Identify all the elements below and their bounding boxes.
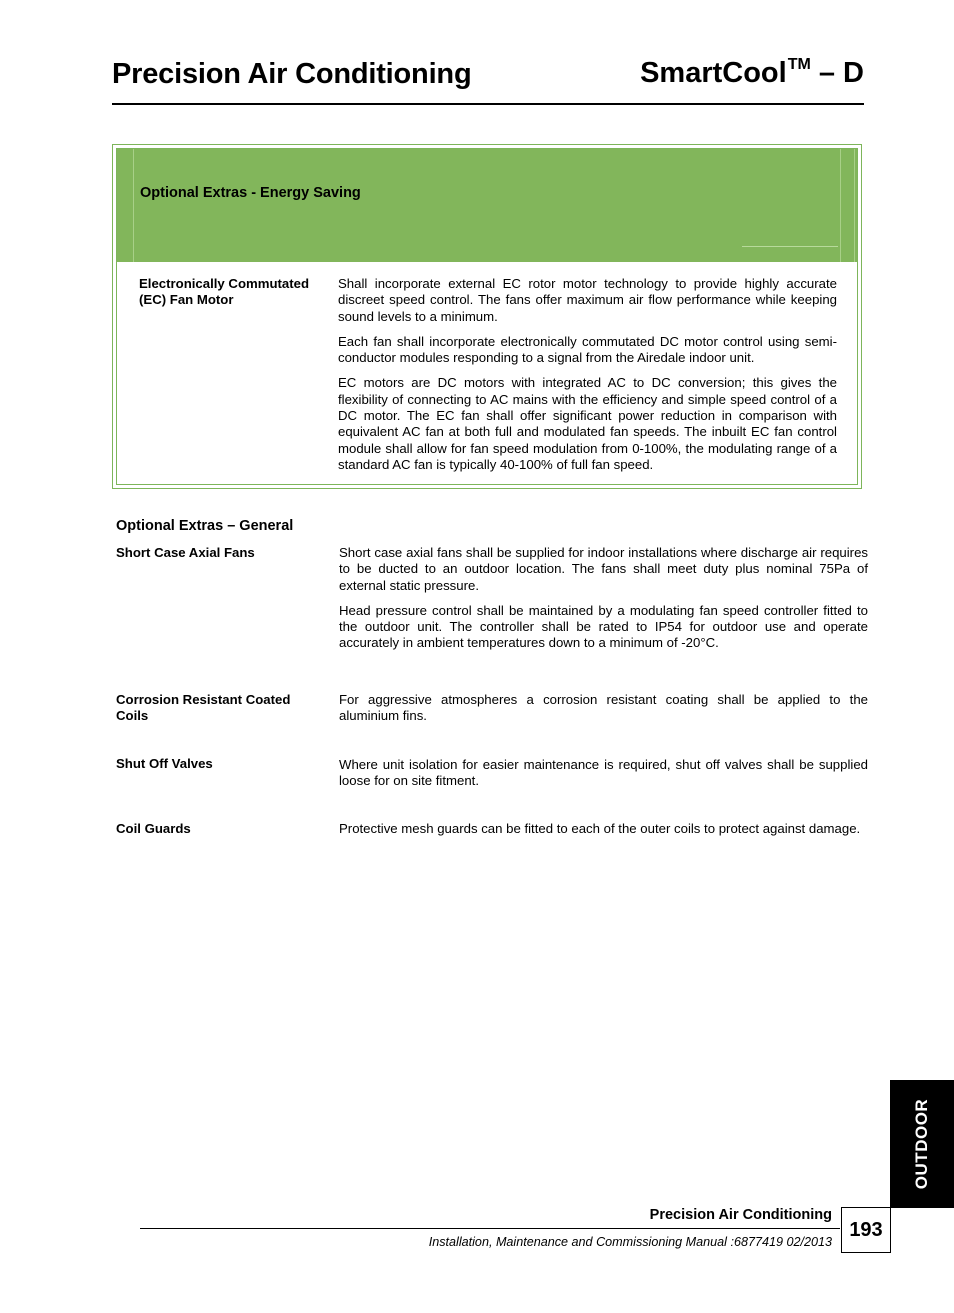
paragraph: EC motors are DC motors with integrated AC to DC conversion; this gives the flexibility of connecting to AC mains with the efficiency and simple speed control of a DC motor. The EC fan shall offer significant power reduction in comparison with equivalent AC fan at both full and modulated fan speeds. The inbuilt EC fan control module shall allow for fan speed modulation from 0-100%, the modulating range of a standard AC fan is typically 40-100% of full fan speed. [338, 375, 837, 472]
paragraph: Protective mesh guards can be fitted to each of the outer coils to protect against damage. [339, 821, 861, 836]
page-header-title: Precision Air Conditioning [112, 58, 472, 90]
decorative-line [854, 149, 855, 262]
footer-rule [140, 1228, 840, 1229]
coil-guards-description [339, 821, 868, 837]
paragraph: Each fan shall incorporate electronically commutated DC motor control using semi-conductor modules responding to a signal from the Airedale indoor unit. [338, 333, 837, 366]
decorative-line [742, 246, 838, 247]
product-name [640, 56, 864, 90]
coil-guards-label: Coil Guards [116, 821, 191, 836]
product-model-suffix: – D [810, 57, 864, 89]
general-section-title: Optional Extras – General [116, 518, 294, 534]
paragraph: Shall incorporate external EC rotor motor technology to provide highly accurate discreet speed control. The fans offer maximum air flow performance while keeping sound levels to a minimum. [338, 276, 837, 324]
short-case-axial-fans-description [339, 545, 868, 652]
product-name-text: SmartCool [640, 57, 787, 89]
side-tab-label: OUTDOOR [912, 1098, 931, 1190]
energy-saving-box [112, 144, 862, 489]
header-rule [112, 103, 864, 105]
energy-saving-box-inner [116, 148, 858, 485]
decorative-line [840, 149, 841, 262]
footer-manual-reference: Installation, Maintenance and Commissioning Manual :6877419 02/2013 [428, 1235, 832, 1249]
ec-fan-motor-label: Electronically Commutated (EC) Fan Motor [139, 276, 310, 308]
paragraph: Short case axial fans shall be supplied for indoor installations where discharge air requires to be ducted to an outdoor location. The fans shall meet duty plus nominal 75Pa of external static pressure. [339, 545, 868, 593]
paragraph: For aggressive atmospheres a corrosion resistant coating shall be applied to the aluminium fins. [339, 692, 868, 724]
shut-off-valves-description [339, 757, 868, 790]
paragraph: Head pressure control shall be maintained by a modulating fan speed controller fitted to the outdoor unit. The controller shall be rated to IP54 for outdoor use and operate accurately in ambient temperatures down to a minimum of -20°C. [339, 602, 868, 651]
decorative-line [133, 149, 134, 262]
trademark-mark: TM [787, 56, 811, 73]
paragraph: Where unit isolation for easier maintenance is required, shut off valves shall be supplied loose for on site fitment. [339, 757, 868, 789]
energy-saving-header [117, 149, 857, 262]
ec-fan-motor-description [338, 276, 837, 473]
shut-off-valves-label: Shut Off Valves [116, 756, 213, 771]
footer-title: Precision Air Conditioning [649, 1207, 832, 1223]
corrosion-resistant-coils-label: Corrosion Resistant Coated Coils [116, 692, 291, 724]
short-case-axial-fans-label: Short Case Axial Fans [116, 545, 255, 560]
corrosion-resistant-coils-description [339, 692, 868, 725]
section-side-tab [890, 1080, 954, 1208]
energy-saving-title: Optional Extras - Energy Saving [140, 185, 361, 201]
page-number: 193 [841, 1207, 891, 1253]
